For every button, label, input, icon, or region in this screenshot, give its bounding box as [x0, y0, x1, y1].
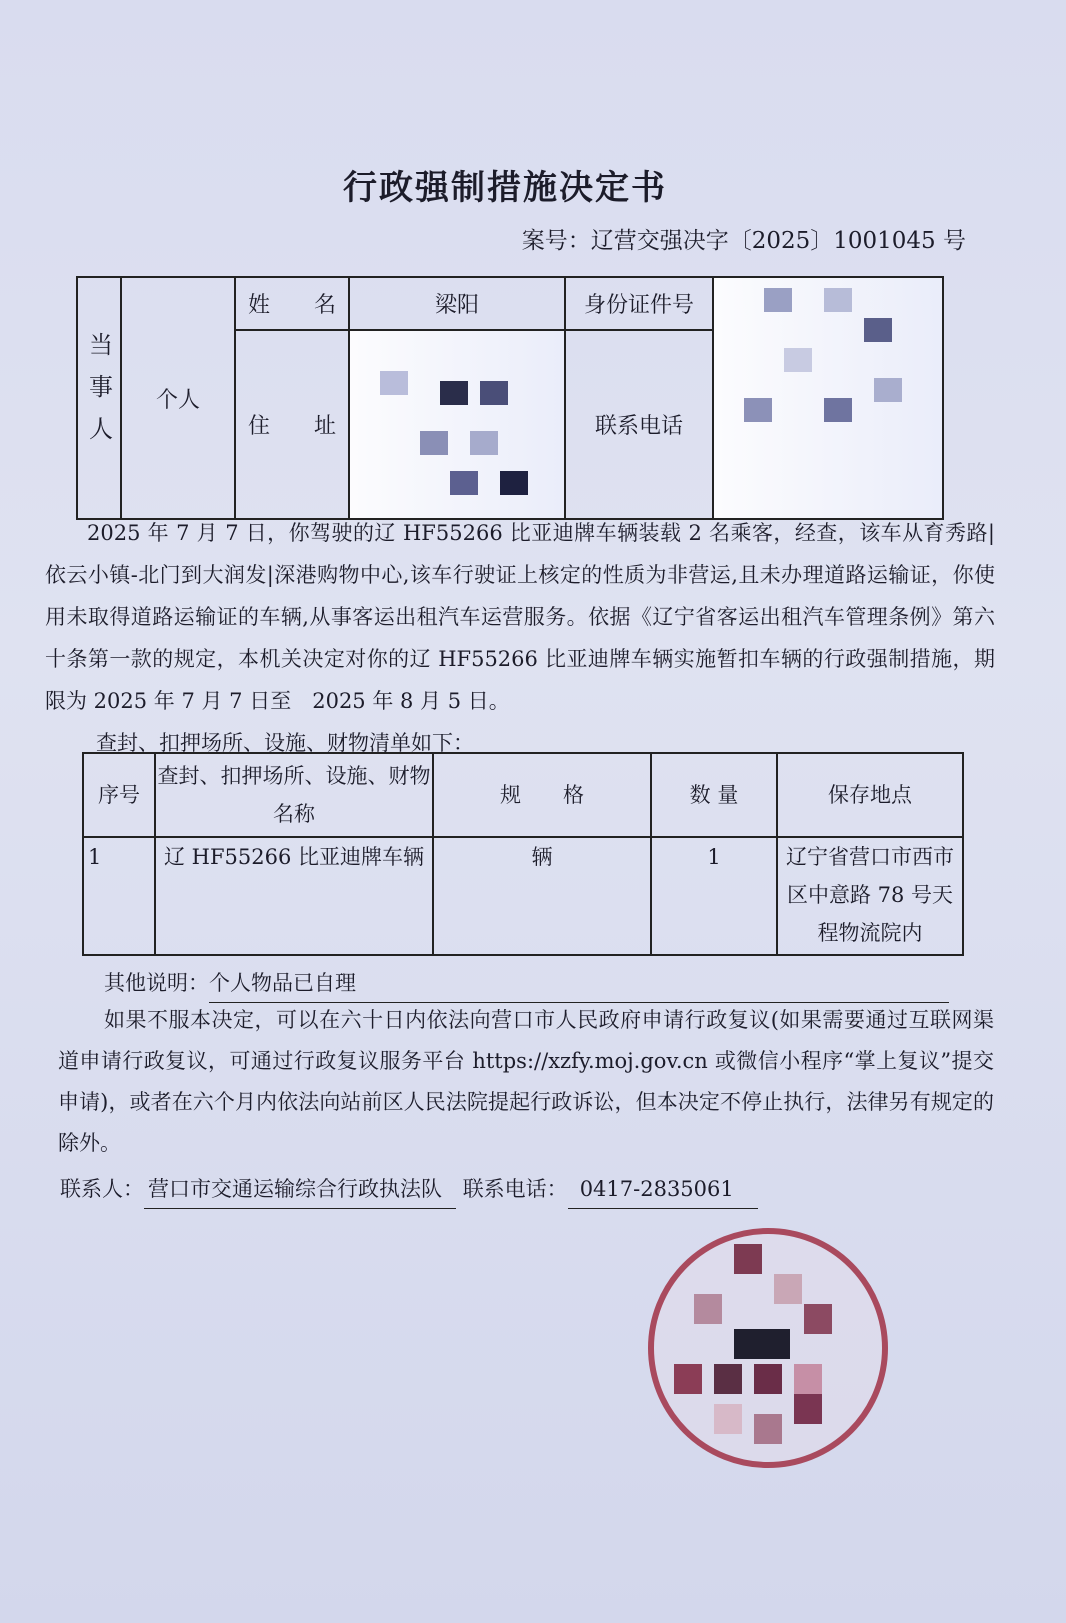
other-label: 其他说明：	[104, 971, 209, 995]
contact-phone: 0417-2835061	[568, 1170, 758, 1209]
name-label: 姓 名	[235, 277, 349, 330]
header-name: 查封、扣押场所、设施、财物名称	[155, 753, 433, 837]
seized-items-table	[82, 752, 964, 956]
party-type: 个人	[121, 277, 235, 519]
row-no: 1	[83, 837, 155, 955]
decision-paragraph: 2025 年 7 月 7 日，你驾驶的辽 HF55266 比亚迪牌车辆装载 2 名乘客，经查，该车从育秀路|依云小镇-北门到大润发|深港购物中心,该车行驶证上核定的性质为非营运,且未办理道路运输证，你使用未取得道路运输证的车辆,从事客运出租汽车运营服务。依据《辽宁省客运出租汽车管理条例》第六十条第一款的规定，本机关决定对你的辽 HF55266 比亚迪牌车辆实施暂扣车辆的行政强制措施，期限为 2025 年 7 月 7 日至 2025 年 8 月 5 日。	[45, 521, 995, 713]
redacted-id-and-phone	[713, 277, 943, 519]
row-spec: 辆	[433, 837, 651, 955]
table-row	[83, 837, 963, 955]
contact-person-label: 联系人：	[60, 1177, 144, 1201]
case-number: 案号：辽营交强决字〔2025〕1001045 号	[521, 228, 966, 254]
row-location: 辽宁省营口市西市区中意路 78 号天程物流院内	[777, 837, 963, 955]
party-label-cell	[77, 277, 121, 519]
header-location: 保存地点	[777, 753, 963, 837]
header-qty: 数 量	[651, 753, 777, 837]
party-info-table	[76, 276, 944, 520]
list-intro: 查封、扣押场所、设施、财物清单如下：	[96, 731, 474, 755]
contact-person: 营口市交通运输综合行政执法队	[144, 1170, 456, 1209]
redacted-address	[349, 330, 565, 519]
appeal-notice: 如果不服本决定，可以在六十日内依法向营口市人民政府申请行政复议(如果需要通过互联网渠道申请行政复议，可通过行政复议服务平台 https://xzfy.moj.gov.cn 或微信小程序“掌上复议”提交申请)，或者在六个月内依法向站前区人民法院提起行政诉讼，但本决定不停止执行，法律另有规定的除外。	[58, 1008, 994, 1155]
other-notes	[104, 964, 994, 1003]
address-label: 住 址	[235, 330, 349, 519]
other-value: 个人物品已自理	[209, 964, 949, 1003]
contact-phone-label: 联系电话：	[462, 1177, 568, 1201]
official-seal	[648, 1228, 888, 1468]
id-label: 身份证件号	[565, 277, 713, 330]
header-no: 序号	[83, 753, 155, 837]
contact-line	[60, 1170, 980, 1209]
header-spec: 规 格	[433, 753, 651, 837]
row-name: 辽 HF55266 比亚迪牌车辆	[155, 837, 433, 955]
row-qty: 1	[651, 837, 777, 955]
party-label: 当事人	[84, 332, 113, 458]
phone-label: 联系电话	[565, 330, 713, 519]
document-title: 行政强制措施决定书	[343, 168, 667, 208]
party-name: 梁阳	[349, 277, 565, 330]
